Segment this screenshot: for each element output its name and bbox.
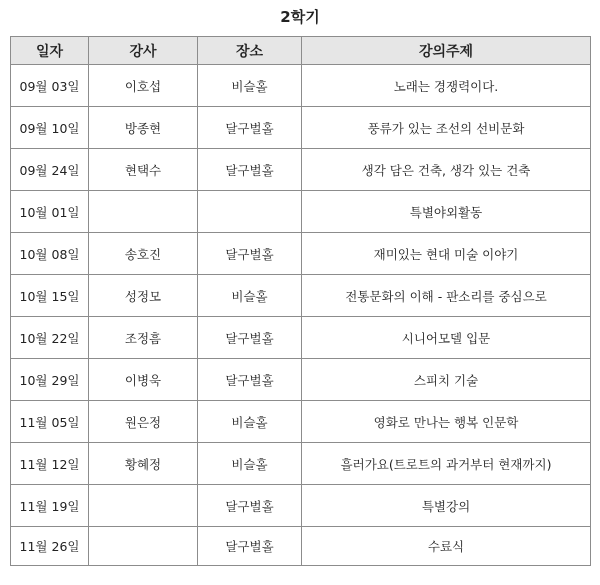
cell-topic: 스피치 기술 — [302, 359, 591, 401]
header-lecturer: 강사 — [89, 37, 198, 65]
cell-date: 09월 10일 — [11, 107, 89, 149]
cell-topic: 시니어모델 입문 — [302, 317, 591, 359]
cell-place: 달구벌홀 — [198, 233, 302, 275]
table-row — [11, 275, 591, 317]
cell-topic: 생각 담은 건축, 생각 있는 건축 — [302, 149, 591, 191]
cell-lecturer: 황혜정 — [89, 443, 198, 485]
cell-topic: 특별야외활동 — [302, 191, 591, 233]
cell-lecturer — [89, 485, 198, 527]
cell-topic: 흘러가요(트로트의 과거부터 현재까지) — [302, 443, 591, 485]
cell-topic: 노래는 경쟁력이다. — [302, 65, 591, 107]
cell-date: 11월 26일 — [11, 527, 89, 566]
table-row — [11, 149, 591, 191]
cell-date: 10월 22일 — [11, 317, 89, 359]
cell-lecturer: 원은정 — [89, 401, 198, 443]
cell-place: 달구벌홀 — [198, 317, 302, 359]
table-row — [11, 443, 591, 485]
cell-place: 달구벌홀 — [198, 359, 302, 401]
cell-date: 11월 12일 — [11, 443, 89, 485]
cell-lecturer: 송호진 — [89, 233, 198, 275]
cell-place: 비슬홀 — [198, 401, 302, 443]
cell-lecturer: 현택수 — [89, 149, 198, 191]
header-place: 장소 — [198, 37, 302, 65]
cell-topic: 전통문화의 이해 - 판소리를 중심으로 — [302, 275, 591, 317]
cell-topic: 영화로 만나는 행복 인문학 — [302, 401, 591, 443]
cell-place: 달구벌홀 — [198, 485, 302, 527]
cell-lecturer: 조정흠 — [89, 317, 198, 359]
table-row — [11, 107, 591, 149]
cell-place: 달구벌홀 — [198, 149, 302, 191]
header-date: 일자 — [11, 37, 89, 65]
cell-date: 10월 01일 — [11, 191, 89, 233]
table-body — [11, 65, 591, 566]
cell-topic: 특별강의 — [302, 485, 591, 527]
cell-place: 비슬홀 — [198, 275, 302, 317]
cell-lecturer: 방종현 — [89, 107, 198, 149]
table-row — [11, 233, 591, 275]
cell-date: 11월 05일 — [11, 401, 89, 443]
table-row — [11, 485, 591, 527]
cell-lecturer: 이병욱 — [89, 359, 198, 401]
header-row — [11, 37, 591, 65]
cell-topic: 재미있는 현대 미술 이야기 — [302, 233, 591, 275]
cell-place: 달구벌홀 — [198, 107, 302, 149]
cell-place: 비슬홀 — [198, 65, 302, 107]
cell-topic: 풍류가 있는 조선의 선비문화 — [302, 107, 591, 149]
cell-date: 09월 03일 — [11, 65, 89, 107]
cell-place: 비슬홀 — [198, 443, 302, 485]
schedule-table — [10, 36, 591, 566]
table-row — [11, 401, 591, 443]
cell-place: 달구벌홀 — [198, 527, 302, 566]
cell-lecturer — [89, 527, 198, 566]
cell-date: 09월 24일 — [11, 149, 89, 191]
header-topic: 강의주제 — [302, 37, 591, 65]
cell-lecturer: 성정모 — [89, 275, 198, 317]
table-row — [11, 527, 591, 566]
table-row — [11, 191, 591, 233]
table-row — [11, 65, 591, 107]
cell-date: 10월 08일 — [11, 233, 89, 275]
cell-lecturer: 이호섭 — [89, 65, 198, 107]
cell-topic: 수료식 — [302, 527, 591, 566]
page-title: 2학기 — [280, 8, 320, 26]
table-row — [11, 317, 591, 359]
cell-lecturer — [89, 191, 198, 233]
cell-place — [198, 191, 302, 233]
cell-date: 10월 15일 — [11, 275, 89, 317]
cell-date: 11월 19일 — [11, 485, 89, 527]
cell-date: 10월 29일 — [11, 359, 89, 401]
table-row — [11, 359, 591, 401]
